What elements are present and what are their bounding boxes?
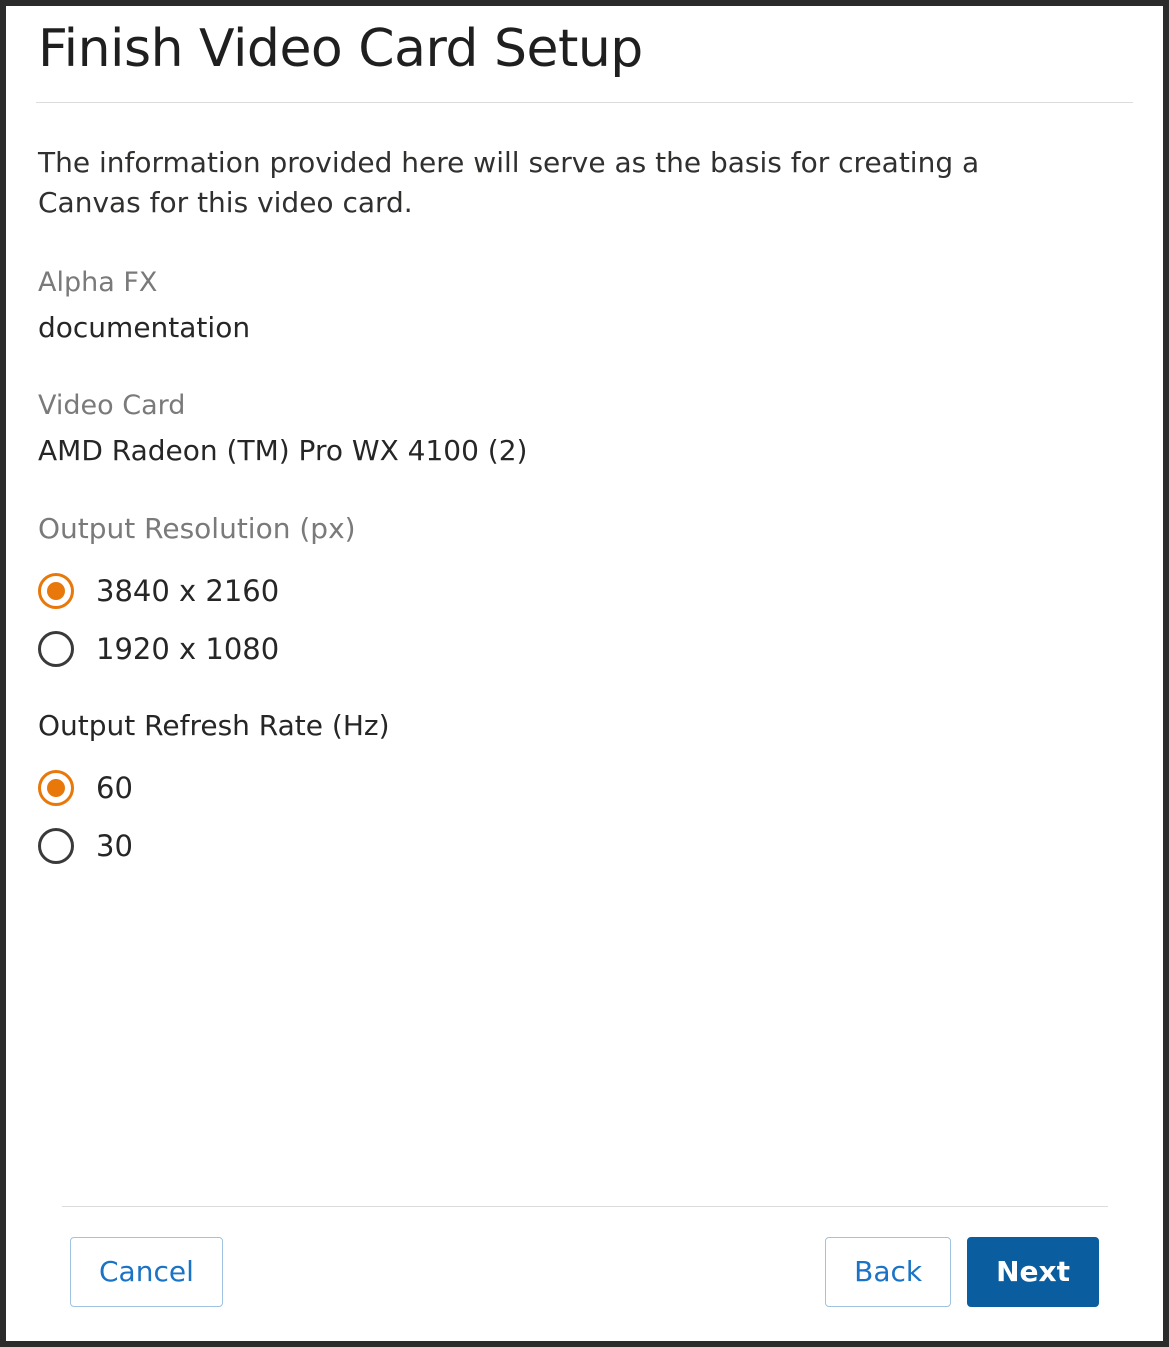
field-video-card-value: AMD Radeon (TM) Pro WX 4100 (2) — [38, 434, 528, 468]
radio-resolution-3840x2160-label: 3840 x 2160 — [96, 573, 280, 608]
page-title: Finish Video Card Setup — [38, 19, 643, 79]
radio-icon[interactable] — [38, 770, 74, 806]
content-spacer — [36, 864, 1133, 1206]
radio-icon[interactable] — [38, 573, 74, 609]
output-resolution-label: Output Resolution (px) — [38, 511, 356, 545]
back-button[interactable]: Back — [825, 1237, 951, 1307]
output-refresh-rate-label: Output Refresh Rate (Hz) — [38, 708, 390, 742]
cancel-button[interactable]: Cancel — [70, 1237, 223, 1307]
footer-right-buttons — [825, 1237, 1099, 1307]
field-alpha-fx — [38, 265, 1133, 346]
field-video-card — [38, 388, 1133, 469]
radio-refresh-30[interactable] — [38, 828, 1133, 864]
next-button[interactable]: Next — [967, 1237, 1099, 1307]
radio-icon[interactable] — [38, 828, 74, 864]
intro-text: The information provided here will serve as the basis for creating a Canvas for this video card. — [38, 146, 980, 220]
field-alpha-fx-value: documentation — [38, 310, 251, 344]
radio-resolution-1920x1080-label: 1920 x 1080 — [96, 631, 280, 666]
dialog-footer — [36, 1207, 1133, 1341]
radio-icon[interactable] — [38, 631, 74, 667]
radio-resolution-3840x2160[interactable] — [38, 573, 1133, 609]
radio-refresh-30-label: 30 — [96, 828, 133, 863]
field-video-card-label: Video Card — [38, 390, 186, 422]
radio-resolution-1920x1080[interactable] — [38, 631, 1133, 667]
radio-refresh-60-label: 60 — [96, 770, 133, 805]
radio-refresh-60[interactable] — [38, 770, 1133, 806]
title-divider — [36, 102, 1133, 103]
field-alpha-fx-label: Alpha FX — [38, 266, 158, 298]
